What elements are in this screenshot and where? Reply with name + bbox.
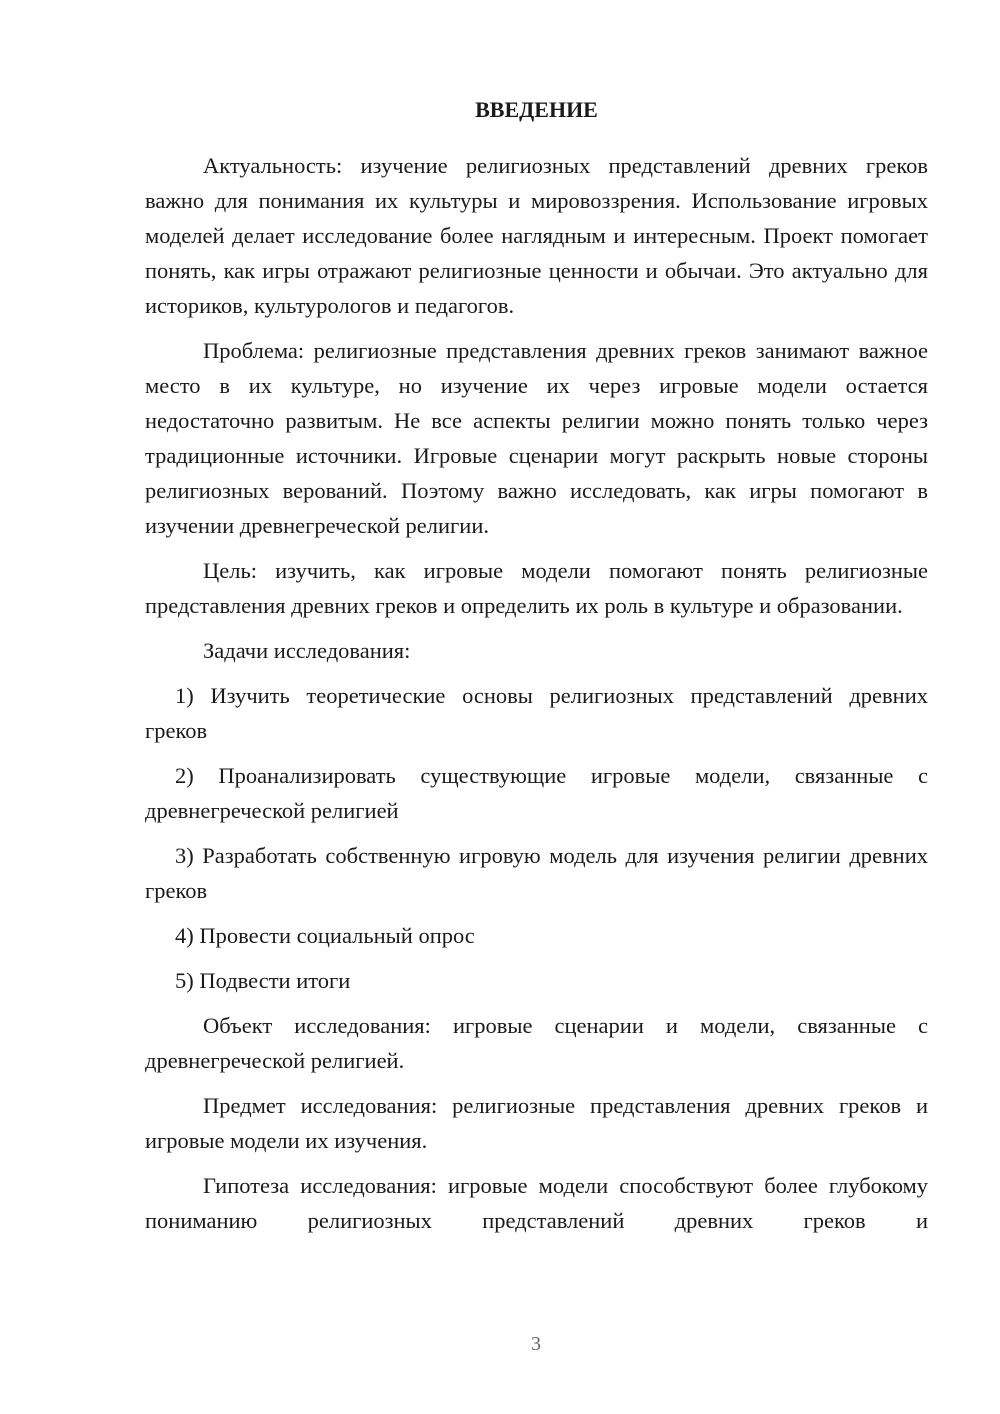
task-item-4: 4) Провести социальный опрос (175, 923, 475, 948)
paragraph-goal: Цель: изучить, как игровые модели помогают понять религиозные представления древних греков и определить их роль в культуре и образовании. (145, 558, 928, 618)
paragraph-hypothesis: Гипотеза исследования: игровые модели способствуют более глубокому пониманию религиозных представлений древних греков и (145, 1173, 928, 1233)
paragraph-tasks-heading: Задачи исследования: (203, 638, 411, 663)
paragraph-subject: Предмет исследования: религиозные представления древних греков и игровые модели их изучения. (145, 1093, 928, 1153)
task-item-5: 5) Подвести итоги (175, 968, 351, 993)
task-item-2: 2) Проанализировать существующие игровые модели, связанные с древнегреческой религией (145, 763, 928, 823)
paragraph-problem: Проблема: религиозные представления древних греков занимают важное место в их культуре, но изучение их через игровые модели остается недостаточно развитым. Не все аспекты религии можно понять только через традиционные источники. Игровые сценарии могут раскрыть новые стороны религиозных верований. Поэтому важно исследовать, как игры помогают в изучении древнегреческой религии. (145, 338, 928, 538)
document-page (145, 92, 928, 1238)
paragraph-relevance: Актуальность: изучение религиозных представлений древних греков важно для понимания их культуры и мировоззрения. Использование игровых моделей делает исследование более наглядным и интересным. Проект помогает понять, как игры отражают религиозные ценности и обычаи. Это актуально для историков, культурологов и педагогов. (145, 153, 928, 318)
page-number: 3 (531, 1333, 541, 1355)
task-item-1: 1) Изучить теоретические основы религиозных представлений древних греков (145, 683, 928, 743)
section-title: ВВЕДЕНИЕ (475, 97, 598, 122)
task-item-3: 3) Разработать собственную игровую модель для изучения религии древних греков (145, 843, 928, 903)
paragraph-object: Объект исследования: игровые сценарии и модели, связанные с древнегреческой религией. (145, 1013, 928, 1073)
